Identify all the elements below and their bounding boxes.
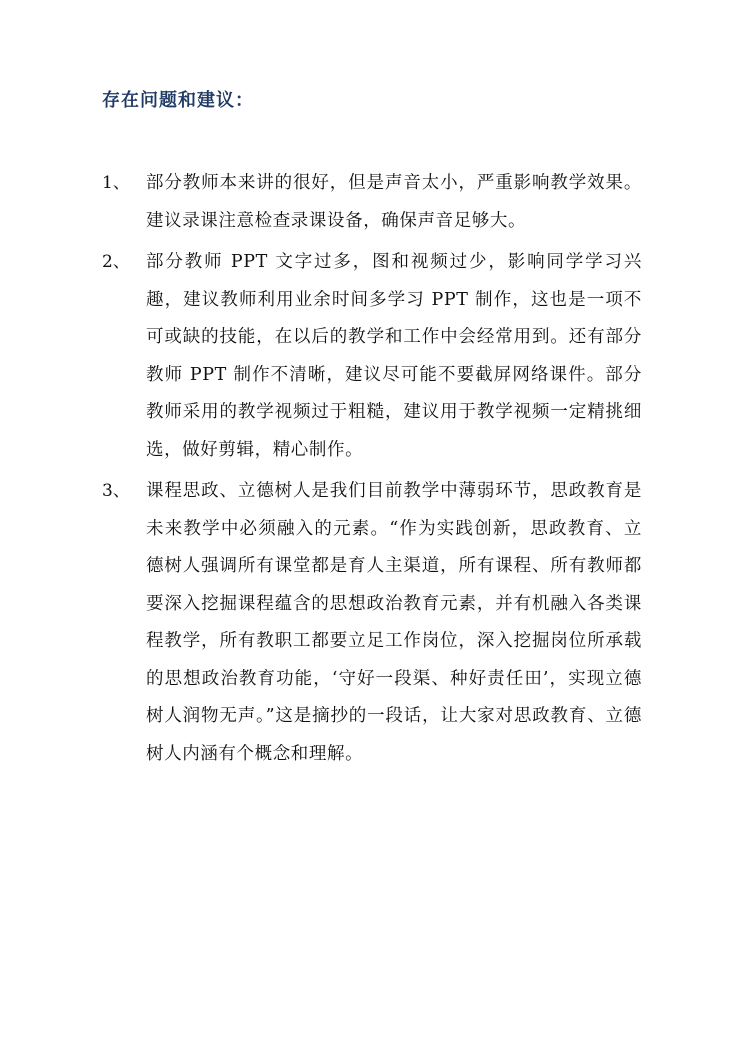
item-text: 部分教师 PPT 文字过多，图和视频过少，影响同学学习兴趣，建议教师利用业余时间多学习 PPT 制作，这也是一项不可或缺的技能，在以后的教学和工作中会经常用到。还有部分教师 PPT 制作不清晰，建议尽可能不要截屏网络课件。部分教师采用的教学视频过于粗糙，建议用于教学视频一定精挑细选，做好剪辑，精心制作。: [146, 252, 642, 460]
item-text: 课程思政、立德树人是我们目前教学中薄弱环节，思政教育是未来教学中必须融入的元素。“作为实践创新，思政教育、立德树人强调所有课堂都是育人主渠道，所有课程、所有教师都要深入挖掘课程蕴含的思想政治教育元素，并有机融入各类课程教学，所有教职工都要立足工作岗位，深入挖掘岗位所承载的思想政治教育功能，‘守好一段渠、种好责任田’，实现立德树人润物无声。”这是摘抄的一段话，让大家对思政教育、立德树人内涵有个概念和理解。: [146, 481, 642, 764]
suggestion-list: [102, 165, 642, 777]
item-number: 1、: [102, 173, 130, 193]
section-heading: 存在问题和建议：: [102, 90, 254, 111]
list-item: [102, 244, 642, 469]
item-text: 部分教师本来讲的很好，但是声音太小，严重影响教学效果。建议录课注意检查录课设备，确保声音足够大。: [146, 173, 642, 231]
item-number: 3、: [102, 481, 130, 501]
list-item: [102, 165, 642, 240]
item-number: 2、: [102, 252, 130, 272]
list-item: [102, 473, 642, 773]
